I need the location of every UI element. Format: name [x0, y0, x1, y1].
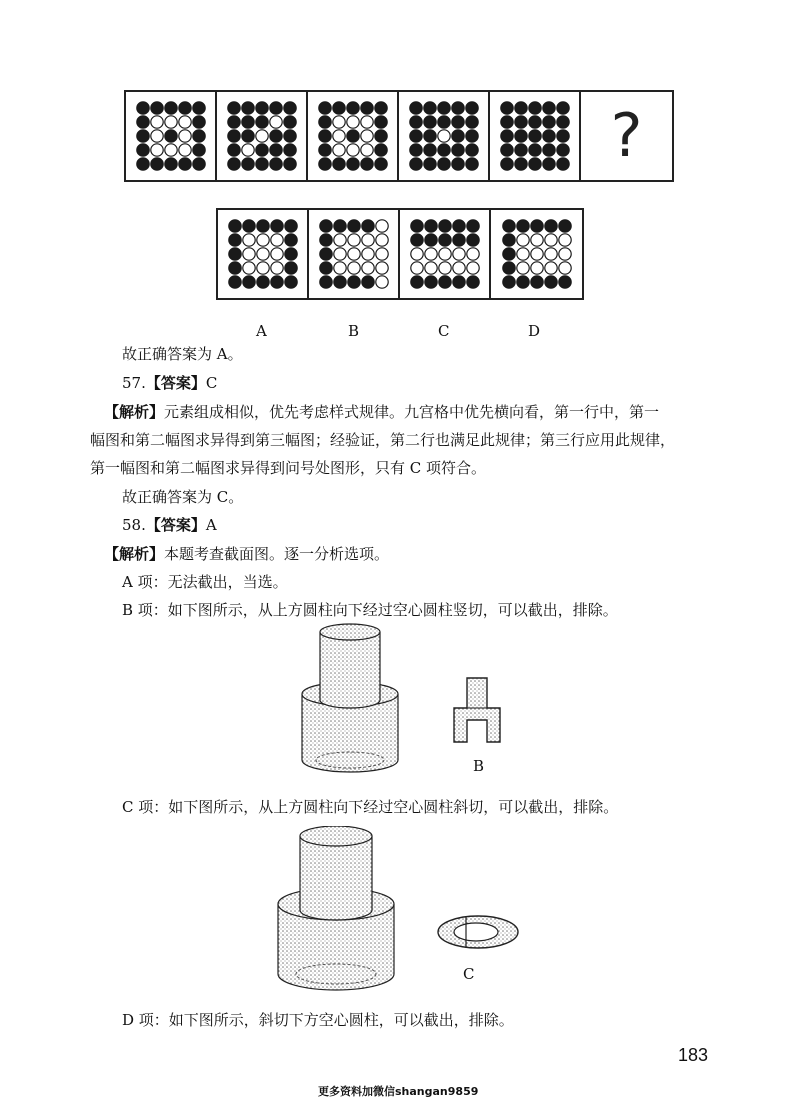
white-circle — [332, 130, 344, 142]
black-circle — [333, 276, 345, 288]
white-circle — [516, 248, 528, 260]
sequence-figure-5 — [490, 92, 581, 180]
option-label-b: B — [348, 322, 360, 340]
white-circle — [410, 262, 422, 274]
black-circle — [242, 220, 254, 232]
black-circle — [227, 144, 239, 156]
black-circle — [424, 276, 436, 288]
white-circle — [360, 144, 372, 156]
white-circle — [241, 144, 253, 156]
black-circle — [542, 116, 554, 128]
black-circle — [465, 116, 477, 128]
white-circle — [269, 116, 281, 128]
black-circle — [150, 102, 162, 114]
q57-number: 57. — [122, 374, 146, 392]
black-circle — [465, 102, 477, 114]
black-circle — [241, 102, 253, 114]
black-circle — [255, 144, 267, 156]
black-circle — [228, 220, 240, 232]
black-circle — [360, 102, 372, 114]
analysis-tag: 【解析】 — [104, 403, 165, 421]
black-circle — [424, 234, 436, 246]
circle-grid-figure — [228, 219, 298, 289]
black-circle — [544, 220, 556, 232]
black-circle — [500, 144, 512, 156]
white-circle — [360, 130, 372, 142]
black-circle — [409, 158, 421, 170]
q58-option-d: D 项：如下图所示，斜切下方空心圆柱，可以截出，排除。 — [122, 1011, 514, 1029]
black-circle — [502, 262, 514, 274]
black-circle — [347, 276, 359, 288]
white-circle — [375, 276, 387, 288]
black-circle — [361, 276, 373, 288]
black-circle — [542, 130, 554, 142]
black-circle — [136, 102, 148, 114]
white-circle — [438, 262, 450, 274]
black-circle — [424, 220, 436, 232]
q58-analysis-text-1: 本题考查截面图。逐一分析选项。 — [164, 545, 390, 563]
circle-grid-figure — [318, 101, 388, 171]
black-circle — [423, 158, 435, 170]
sequence-figure-3 — [308, 92, 399, 180]
black-circle — [528, 116, 540, 128]
white-circle — [164, 144, 176, 156]
black-circle — [318, 158, 330, 170]
black-circle — [319, 248, 331, 260]
white-circle — [452, 248, 464, 260]
black-circle — [409, 144, 421, 156]
white-circle — [558, 262, 570, 274]
white-circle — [558, 248, 570, 260]
figure-c-label: C — [463, 965, 475, 983]
black-circle — [192, 130, 204, 142]
white-circle — [410, 248, 422, 260]
white-circle — [530, 234, 542, 246]
black-circle — [284, 248, 296, 260]
black-circle — [466, 276, 478, 288]
white-circle — [544, 234, 556, 246]
black-circle — [319, 262, 331, 274]
black-circle — [516, 220, 528, 232]
black-circle — [530, 220, 542, 232]
black-circle — [465, 144, 477, 156]
black-circle — [556, 130, 568, 142]
sequence-row — [124, 90, 674, 182]
black-circle — [164, 158, 176, 170]
black-circle — [360, 158, 372, 170]
black-circle — [500, 158, 512, 170]
option-figure-c — [400, 210, 491, 298]
white-circle — [150, 116, 162, 128]
black-circle — [438, 276, 450, 288]
circle-grid-figure — [502, 219, 572, 289]
answer-tag: 【答案】 — [145, 516, 206, 534]
q57-conclusion: 故正确答案为 C。 — [122, 488, 244, 506]
black-circle — [318, 102, 330, 114]
white-circle — [558, 234, 570, 246]
black-circle — [347, 220, 359, 232]
black-circle — [374, 130, 386, 142]
black-circle — [241, 130, 253, 142]
black-circle — [451, 130, 463, 142]
white-circle — [255, 130, 267, 142]
black-circle — [544, 276, 556, 288]
white-circle — [150, 144, 162, 156]
black-circle — [514, 102, 526, 114]
black-circle — [346, 130, 358, 142]
option-label-c: C — [438, 322, 450, 340]
black-circle — [528, 144, 540, 156]
black-circle — [256, 276, 268, 288]
black-circle — [227, 102, 239, 114]
black-circle — [178, 102, 190, 114]
black-circle — [409, 116, 421, 128]
black-circle — [283, 144, 295, 156]
sequence-figure-1 — [126, 92, 217, 180]
black-circle — [319, 220, 331, 232]
black-circle — [502, 276, 514, 288]
answer-tag: 【答案】 — [145, 374, 206, 392]
black-circle — [374, 158, 386, 170]
black-circle — [558, 220, 570, 232]
black-circle — [332, 158, 344, 170]
black-circle — [452, 234, 464, 246]
black-circle — [283, 130, 295, 142]
q57-analysis-line-3: 第一幅图和第二幅图求异得到问号处图形，只有 C 项符合。 — [90, 459, 487, 477]
white-circle — [544, 248, 556, 260]
black-circle — [319, 234, 331, 246]
white-circle — [256, 262, 268, 274]
sequence-figure-2 — [217, 92, 308, 180]
black-circle — [466, 220, 478, 232]
black-circle — [452, 276, 464, 288]
q58-answer: A — [205, 516, 217, 534]
black-circle — [164, 130, 176, 142]
circle-grid-figure — [319, 219, 389, 289]
white-circle — [346, 144, 358, 156]
black-circle — [542, 102, 554, 114]
white-circle — [530, 262, 542, 274]
white-circle — [150, 130, 162, 142]
option-label-d: D — [528, 322, 541, 340]
white-circle — [270, 234, 282, 246]
question-mark-cell — [581, 92, 672, 180]
black-circle — [410, 234, 422, 246]
black-circle — [556, 116, 568, 128]
black-circle — [451, 102, 463, 114]
black-circle — [228, 234, 240, 246]
black-circle — [374, 144, 386, 156]
q58-analysis-line-1 — [104, 544, 389, 564]
black-circle — [437, 144, 449, 156]
black-circle — [410, 220, 422, 232]
black-circle — [514, 130, 526, 142]
black-circle — [452, 220, 464, 232]
q57-analysis-line-2: 幅图和第二幅图求异得到第三幅图；经验证，第二行也满足此规律；第三行应用此规律， — [90, 431, 676, 449]
black-circle — [530, 276, 542, 288]
black-circle — [361, 220, 373, 232]
white-circle — [375, 262, 387, 274]
black-circle — [178, 158, 190, 170]
black-circle — [136, 116, 148, 128]
q58-answer-line — [122, 515, 217, 535]
q58-option-c: C 项：如下图所示，从上方圆柱向下经过空心圆柱斜切，可以截出，排除。 — [122, 798, 619, 816]
black-circle — [227, 158, 239, 170]
black-circle — [437, 116, 449, 128]
black-circle — [318, 144, 330, 156]
black-circle — [514, 158, 526, 170]
black-circle — [346, 102, 358, 114]
white-circle — [361, 234, 373, 246]
black-circle — [374, 116, 386, 128]
q58-option-a: A 项：无法截出，当选。 — [122, 573, 288, 591]
black-circle — [192, 144, 204, 156]
black-circle — [502, 234, 514, 246]
black-circle — [556, 144, 568, 156]
black-circle — [283, 158, 295, 170]
black-circle — [150, 158, 162, 170]
figure-c-oblique-cut — [270, 826, 540, 996]
white-circle — [242, 248, 254, 260]
white-circle — [164, 116, 176, 128]
white-circle — [424, 248, 436, 260]
black-circle — [465, 130, 477, 142]
black-circle — [284, 234, 296, 246]
white-circle — [375, 234, 387, 246]
black-circle — [284, 220, 296, 232]
white-circle — [452, 262, 464, 274]
black-circle — [500, 130, 512, 142]
black-circle — [255, 102, 267, 114]
white-circle — [256, 248, 268, 260]
black-circle — [528, 130, 540, 142]
white-circle — [466, 248, 478, 260]
black-circle — [542, 158, 554, 170]
black-circle — [502, 248, 514, 260]
black-circle — [192, 102, 204, 114]
white-circle — [375, 220, 387, 232]
q57-answer: C — [205, 374, 218, 392]
black-circle — [269, 102, 281, 114]
footer-note: 更多资料加微信shangan9859 — [318, 1085, 479, 1098]
black-circle — [269, 130, 281, 142]
black-circle — [374, 102, 386, 114]
black-circle — [255, 116, 267, 128]
black-circle — [270, 220, 282, 232]
white-circle — [333, 248, 345, 260]
black-circle — [500, 102, 512, 114]
white-circle — [375, 248, 387, 260]
white-circle — [544, 262, 556, 274]
black-circle — [333, 220, 345, 232]
black-circle — [227, 116, 239, 128]
white-circle — [332, 144, 344, 156]
white-circle — [361, 262, 373, 274]
option-figure-a — [218, 210, 309, 298]
black-circle — [332, 102, 344, 114]
circle-grid-figure — [136, 101, 206, 171]
black-circle — [465, 158, 477, 170]
black-circle — [558, 276, 570, 288]
black-circle — [270, 276, 282, 288]
white-circle — [530, 248, 542, 260]
circle-grid-figure — [227, 101, 297, 171]
q57-analysis-text-1: 元素组成相似，优先考虑样式规律。九宫格中优先横向看，第一行中，第一 — [164, 403, 660, 421]
white-circle — [516, 234, 528, 246]
white-circle — [333, 234, 345, 246]
black-circle — [255, 158, 267, 170]
black-circle — [500, 116, 512, 128]
black-circle — [256, 220, 268, 232]
black-circle — [269, 158, 281, 170]
white-circle — [332, 116, 344, 128]
figure-b-label: B — [473, 757, 485, 775]
analysis-tag: 【解析】 — [104, 545, 165, 563]
question-mark: ? — [610, 101, 643, 171]
black-circle — [423, 144, 435, 156]
black-circle — [241, 116, 253, 128]
black-circle — [284, 262, 296, 274]
black-circle — [228, 276, 240, 288]
q58-number: 58. — [122, 516, 146, 534]
black-circle — [437, 158, 449, 170]
sequence-figure-4 — [399, 92, 490, 180]
circle-grid-figure — [409, 101, 479, 171]
option-figure-b — [309, 210, 400, 298]
black-circle — [466, 234, 478, 246]
white-circle — [242, 262, 254, 274]
q58-option-b: B 项：如下图所示，从上方圆柱向下经过空心圆柱竖切，可以截出，排除。 — [122, 601, 618, 619]
black-circle — [451, 144, 463, 156]
option-figure-d — [491, 210, 582, 298]
black-circle — [514, 116, 526, 128]
black-circle — [556, 158, 568, 170]
black-circle — [346, 158, 358, 170]
white-circle — [256, 234, 268, 246]
white-circle — [516, 262, 528, 274]
black-circle — [319, 276, 331, 288]
black-circle — [409, 130, 421, 142]
black-circle — [423, 102, 435, 114]
black-circle — [227, 130, 239, 142]
q57-answer-line — [122, 373, 217, 393]
black-circle — [438, 220, 450, 232]
black-circle — [164, 102, 176, 114]
black-circle — [423, 116, 435, 128]
black-circle — [514, 144, 526, 156]
black-circle — [283, 116, 295, 128]
black-circle — [410, 276, 422, 288]
black-circle — [318, 130, 330, 142]
black-circle — [516, 276, 528, 288]
black-circle — [528, 158, 540, 170]
white-circle — [360, 116, 372, 128]
white-circle — [270, 248, 282, 260]
white-circle — [242, 234, 254, 246]
white-circle — [270, 262, 282, 274]
black-circle — [136, 158, 148, 170]
black-circle — [228, 262, 240, 274]
answer-56-conclusion: 故正确答案为 A。 — [122, 345, 243, 363]
page-number: 183 — [678, 1045, 709, 1065]
white-circle — [424, 262, 436, 274]
black-circle — [192, 116, 204, 128]
white-circle — [178, 144, 190, 156]
black-circle — [242, 276, 254, 288]
black-circle — [409, 102, 421, 114]
black-circle — [438, 234, 450, 246]
black-circle — [502, 220, 514, 232]
figure-b-vertical-cut — [290, 620, 540, 780]
black-circle — [542, 144, 554, 156]
black-circle — [556, 102, 568, 114]
white-circle — [178, 130, 190, 142]
black-circle — [451, 116, 463, 128]
black-circle — [241, 158, 253, 170]
option-label-a: A — [256, 322, 267, 340]
black-circle — [136, 130, 148, 142]
white-circle — [438, 248, 450, 260]
black-circle — [269, 144, 281, 156]
white-circle — [347, 234, 359, 246]
black-circle — [451, 158, 463, 170]
circle-grid-figure — [500, 101, 570, 171]
white-circle — [346, 116, 358, 128]
black-circle — [528, 102, 540, 114]
black-circle — [136, 144, 148, 156]
black-circle — [283, 102, 295, 114]
black-circle — [423, 130, 435, 142]
white-circle — [347, 262, 359, 274]
white-circle — [437, 130, 449, 142]
black-circle — [437, 102, 449, 114]
white-circle — [466, 262, 478, 274]
black-circle — [228, 248, 240, 260]
q57-analysis-line-1 — [104, 402, 659, 422]
black-circle — [192, 158, 204, 170]
circle-grid-figure — [410, 219, 480, 289]
black-circle — [284, 276, 296, 288]
white-circle — [361, 248, 373, 260]
white-circle — [333, 262, 345, 274]
white-circle — [347, 248, 359, 260]
black-circle — [318, 116, 330, 128]
options-row — [216, 208, 584, 300]
white-circle — [178, 116, 190, 128]
